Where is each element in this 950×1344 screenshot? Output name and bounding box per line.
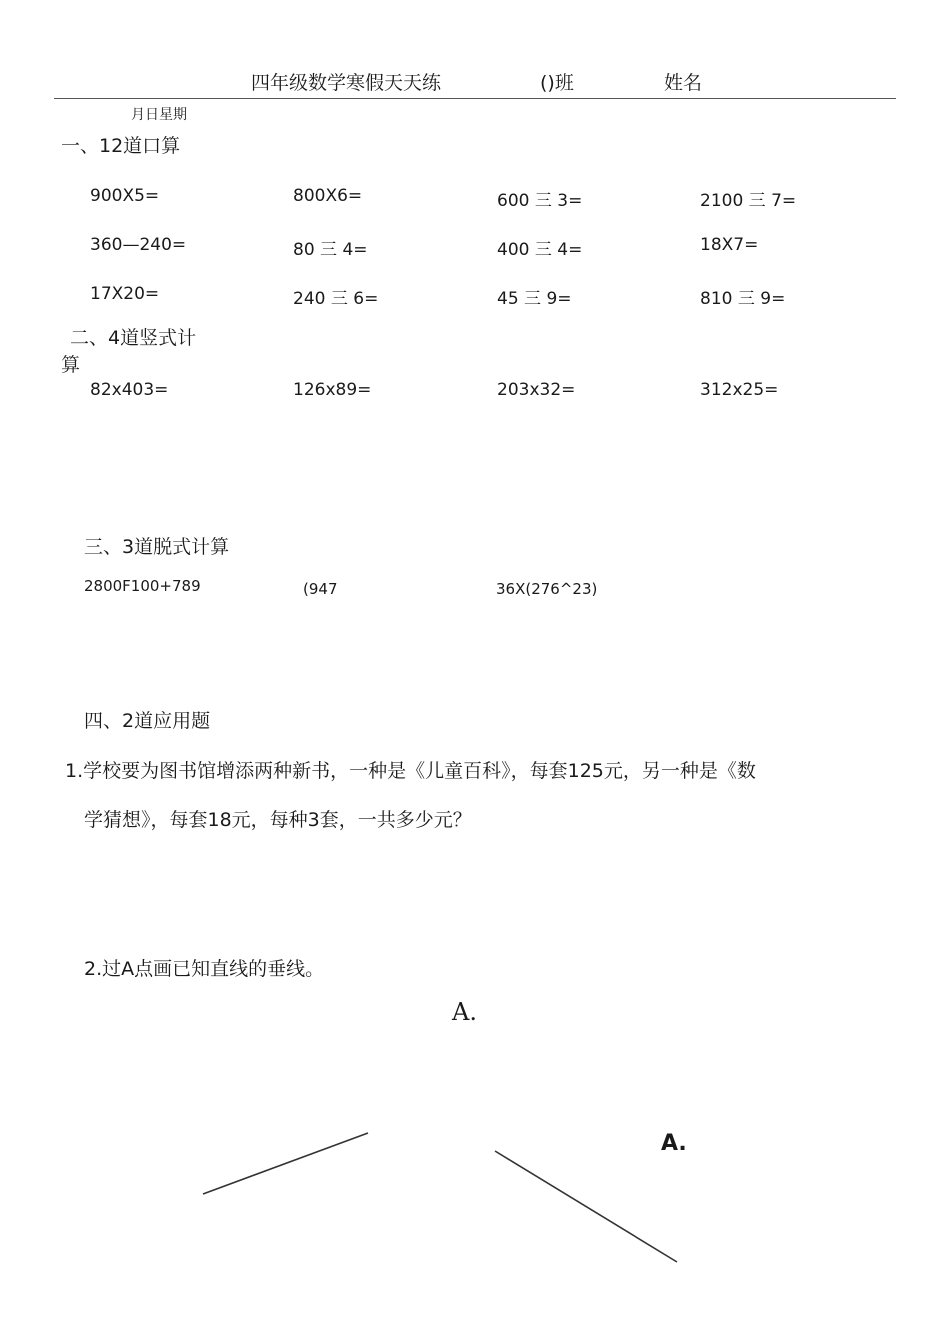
page-title: 四年级数学寒假天天练 bbox=[251, 72, 442, 94]
class-label: ()班 bbox=[540, 72, 574, 94]
oral-problem: 2100 三 7= bbox=[700, 191, 797, 211]
date-label: 月日星期 bbox=[131, 107, 187, 123]
vertical-problem: 126x89= bbox=[293, 380, 372, 400]
oral-problem: 400 三 4= bbox=[497, 240, 583, 260]
oral-problem: 810 三 9= bbox=[700, 289, 786, 309]
step-problem: 2800F100+789 bbox=[84, 577, 201, 594]
section1-title: 一、12道口算 bbox=[61, 135, 181, 157]
step-problem: 36X(276^23) bbox=[496, 580, 598, 597]
point-a-label: A. bbox=[661, 1131, 687, 1156]
oral-problem: 900X5= bbox=[90, 186, 160, 206]
step-problem: (947 bbox=[303, 580, 338, 597]
name-label: 姓名 bbox=[664, 72, 703, 94]
word-problem-2: 2.过A点画已知直线的垂线。 bbox=[84, 958, 325, 980]
oral-problem: 360—240= bbox=[90, 235, 187, 255]
section4-title: 四、2道应用题 bbox=[84, 710, 211, 732]
vertical-problem: 312x25= bbox=[700, 380, 779, 400]
oral-problem: 18X7= bbox=[700, 235, 759, 255]
oral-problem: 600 三 3= bbox=[497, 191, 583, 211]
word-problem-1-line1: 1.学校要为图书馆增添两种新书，一种是《儿童百科》，每套125元，另一种是《数 bbox=[65, 760, 756, 782]
vertical-problem: 82x403= bbox=[90, 380, 169, 400]
point-a-label: A. bbox=[452, 998, 477, 1026]
vertical-problem: 203x32= bbox=[497, 380, 576, 400]
oral-problem: 800X6= bbox=[293, 186, 363, 206]
oral-problem: 240 三 6= bbox=[293, 289, 379, 309]
given-line-left bbox=[203, 1133, 368, 1194]
word-problem-1-line2: 学猜想》，每套18元，每种3套，一共多少元？ bbox=[84, 809, 472, 831]
section3-title: 三、3道脱式计算 bbox=[84, 536, 230, 558]
section2-title-wrap: 算 bbox=[61, 354, 81, 376]
section2-title: 二、4道竖式计 bbox=[70, 327, 197, 349]
oral-problem: 17X20= bbox=[90, 284, 160, 304]
oral-problem: 80 三 4= bbox=[293, 240, 368, 260]
oral-problem: 45 三 9= bbox=[497, 289, 572, 309]
given-line-right bbox=[495, 1151, 677, 1262]
